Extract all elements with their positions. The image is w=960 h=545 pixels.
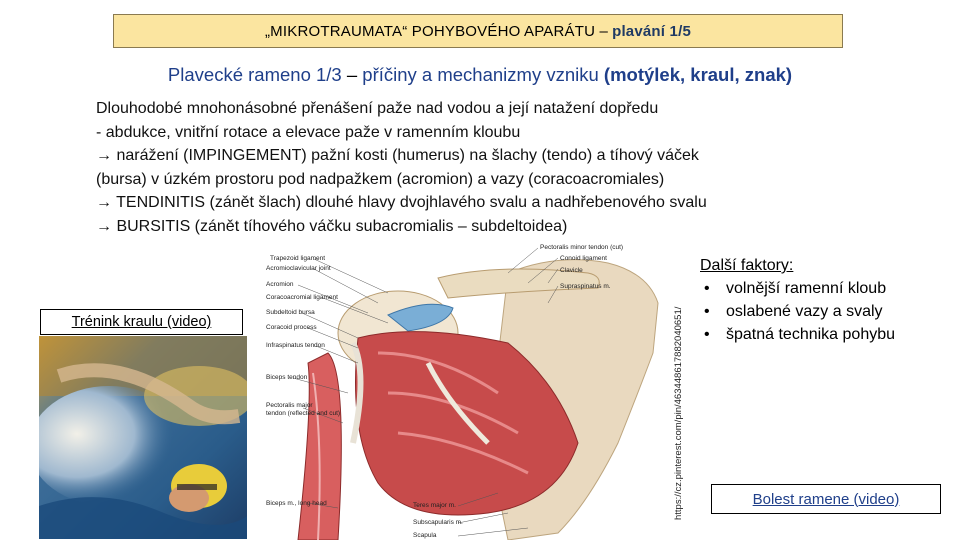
subtitle-dash: – [346, 64, 358, 85]
label-pectoralis-major-2: tendon (reflected and cut) [266, 410, 341, 417]
other-factors [700, 254, 950, 346]
list-item: • oslabené vazy a svaly [700, 300, 950, 323]
bullet-icon: • [704, 303, 710, 320]
label-scapula: Scapula [413, 532, 437, 539]
label-subscapularis: Subscapularis m. [413, 519, 463, 526]
label-acromion: Acromion [266, 281, 294, 288]
title-highlight: plavání 1/5 [612, 22, 691, 40]
body-line: → BURSITIS (zánět tíhového váčku subacromialis – subdeltoidea) [96, 217, 568, 235]
bullet-icon: • [704, 280, 710, 297]
title-dash: – [599, 22, 609, 40]
body-line: → TENDINITIS (zánět šlach) dlouhé hlavy dvojhlavého svalu a nadhřebenového svalu [96, 194, 707, 211]
label-coracoid: Coracoid process [266, 324, 317, 331]
body-line: - abdukce, vnitřní rotace a elevace paže v ramenním kloubu [96, 123, 521, 141]
label-subdeltoid: Subdeltoid bursa [266, 309, 315, 316]
label-biceps-long: Biceps m., long head [266, 500, 327, 507]
list-item: • špatná technika pohybu [700, 323, 950, 346]
training-video-link[interactable]: Trénink kraulu (video) [40, 309, 243, 335]
body-line: Dlouhodobé mnohonásobné přenášení paže nad vodou a její natažení dopředu [96, 100, 659, 117]
title-main: „MIKROTRAUMATA“ POHYBOVÉHO APARÁTU [264, 22, 596, 40]
shoulder-pain-video-link[interactable]: Bolest ramene (video) [711, 484, 941, 514]
title-banner [113, 14, 843, 48]
factors-heading: Další faktory: [700, 257, 794, 274]
bullet-icon: • [704, 326, 710, 343]
subtitle-part2: příčiny a mechanizmy vzniku [362, 64, 599, 85]
subtitle-part3: (motýlek, kraul, znak) [603, 64, 793, 85]
image-source-url[interactable]: https://cz.pinterest.com/pin/463448617882040651/ [673, 306, 684, 520]
label-coracoacromial: Coracoacromial ligament [266, 294, 338, 301]
swimmer-photo[interactable] [39, 336, 247, 539]
body-line: (bursa) v úzkém prostoru pod nadpažkem (acromion) a vazy (coracoacromiales) [96, 170, 665, 188]
body-text [96, 97, 916, 238]
subtitle-part1: Plavecké rameno 1/3 [167, 64, 342, 85]
subtitle [0, 64, 960, 86]
label-clavicle: Clavicle [560, 267, 583, 274]
label-acromioclavicular: Acromioclavicular joint [266, 265, 331, 272]
label-pectoralis-minor: Pectoralis minor tendon (cut) [540, 244, 624, 251]
label-conoid: Conoid ligament [560, 255, 607, 262]
list-item: • volnější ramenní kloub [700, 277, 950, 300]
label-trapezoid: Trapezoid ligament [270, 255, 326, 262]
label-supraspinatus: Supraspinatus m. [560, 283, 611, 290]
label-biceps-tendon: Biceps tendon [266, 374, 308, 381]
shoulder-anatomy-illustration [258, 243, 668, 540]
label-infraspinatus: Infraspinatus tendon [266, 342, 325, 349]
label-teres-major: Teres major m. [413, 502, 456, 509]
label-pectoralis-major: Pectoralis major [266, 402, 313, 409]
body-line: → narážení (IMPINGEMENT) pažní kosti (humerus) na šlachy (tendo) a tíhový váček [96, 147, 699, 164]
factors-list [700, 277, 950, 346]
